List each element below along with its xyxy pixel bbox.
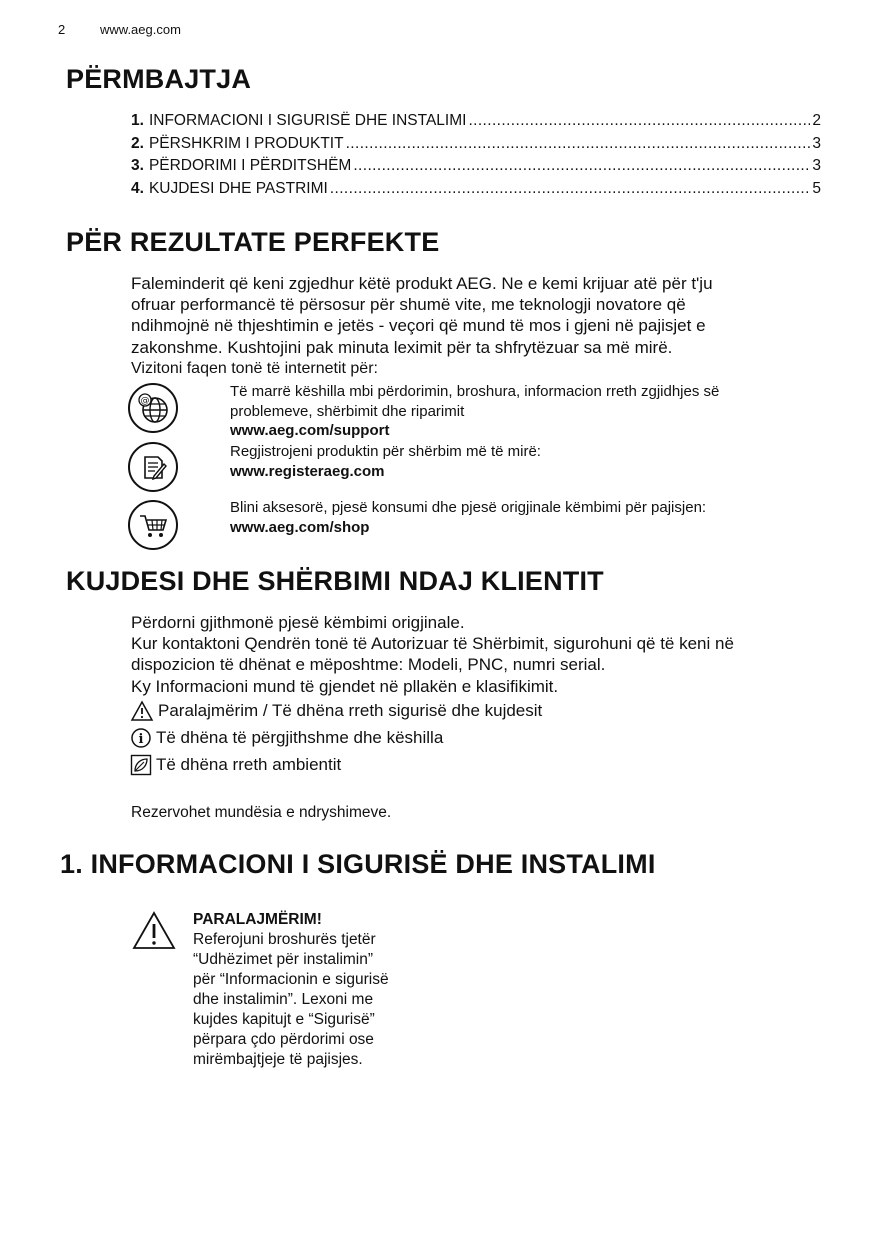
svg-text:i: i bbox=[138, 732, 144, 747]
toc-leader bbox=[346, 135, 811, 153]
care-line: Përdorni gjithmonë pjesë këmbimi origjinale. bbox=[131, 613, 465, 632]
support-icon-wrap bbox=[128, 383, 178, 433]
toc-item-number: 1. bbox=[131, 112, 144, 129]
page-number: 2 bbox=[58, 22, 66, 37]
warning-icon bbox=[130, 700, 154, 722]
care-paragraph bbox=[131, 612, 831, 697]
warning-line: Referojuni broshurës tjetër bbox=[193, 931, 376, 948]
care-line: Ky Informacioni mund të gjendet në pllakën e klasifikimit. bbox=[131, 676, 559, 696]
register-link[interactable]: www.registeraeg.com bbox=[230, 462, 385, 480]
warning-line: përpara çdo përdorimi ose bbox=[193, 1031, 374, 1048]
care-line: dispozicion të dhënat e mëposhtme: Modeli, PNC, numri serial. bbox=[131, 655, 606, 675]
globe-icon bbox=[128, 383, 178, 433]
toc-item-label: PËRSHKRIM I PRODUKTIT bbox=[148, 134, 344, 152]
symbol-label: Të dhëna rreth ambientit bbox=[156, 755, 342, 774]
toc-leader bbox=[468, 112, 810, 130]
document-icon bbox=[128, 442, 178, 492]
symbol-row bbox=[130, 727, 443, 749]
toc-leader bbox=[353, 157, 810, 175]
toc-item-page: 2 bbox=[812, 112, 821, 129]
reserve-note: Rezervohet mundësia e ndryshimeve. bbox=[131, 804, 392, 821]
symbol-label: Paralajmërim / Të dhëna rreth sigurisë dhe kujdesit bbox=[158, 701, 543, 720]
intro-line: Faleminderit që keni zgjedhur këtë produkt AEG. Ne e kemi krijuar atë për t'ju bbox=[131, 274, 713, 293]
toc-item-page: 3 bbox=[812, 134, 821, 152]
register-text: Regjistrojeni produktin për shërbim më të mirë: bbox=[230, 443, 541, 460]
support-info bbox=[230, 382, 810, 441]
intro-paragraph bbox=[131, 273, 831, 379]
intro-line: zakonshme. Kushtojini pak minuta leximit për ta shfrytëzuar sa më mirë. bbox=[131, 337, 673, 357]
leaf-icon bbox=[130, 754, 152, 776]
warning-line: dhe instalimin”. Lexoni me bbox=[193, 991, 374, 1008]
warning-icon-wrap bbox=[131, 910, 177, 957]
shop-icon-wrap bbox=[128, 500, 178, 550]
support-text: Të marrë këshilla mbi përdorimin, broshura, informacion rreth zgjidhjes së bbox=[230, 383, 720, 400]
svg-text:@: @ bbox=[140, 396, 150, 406]
shop-text: Blini aksesorë, pjesë konsumi dhe pjesë origjinale këmbimi për pajisjen: bbox=[230, 499, 707, 516]
support-text: problemeve, shërbimit dhe riparimit bbox=[230, 402, 465, 420]
table-of-contents bbox=[131, 112, 821, 202]
toc-item-page: 3 bbox=[812, 157, 821, 174]
toc-item-number: 2. bbox=[131, 134, 144, 152]
perfect-results-title: PËR REZULTATE PERFEKTE bbox=[66, 227, 440, 257]
toc-item-label: KUJDESI DHE PASTRIMI bbox=[148, 179, 328, 197]
intro-line: ndihmojnë në thjeshtimin e jetës - veçori që mund të mos i gjeni në pajisjet e bbox=[131, 316, 706, 336]
symbol-label: Të dhëna të përgjithshme dhe këshilla bbox=[156, 728, 444, 747]
shop-link[interactable]: www.aeg.com/shop bbox=[230, 518, 370, 536]
warning-line: mirëmbajtjeje të pajisjes. bbox=[193, 1051, 363, 1068]
toc-item-label: PËRDORIMI I PËRDITSHËM bbox=[148, 157, 352, 174]
symbol-row bbox=[130, 700, 542, 722]
page-header bbox=[58, 22, 181, 37]
toc-item[interactable] bbox=[131, 180, 821, 203]
support-link[interactable]: www.aeg.com/support bbox=[230, 422, 390, 439]
symbol-row bbox=[130, 754, 341, 776]
cart-icon bbox=[128, 500, 178, 550]
toc-item-number: 4. bbox=[131, 179, 144, 197]
warning-line: për “Informacionin e sigurisë bbox=[193, 971, 389, 988]
toc-item-number: 3. bbox=[131, 157, 144, 174]
info-icon bbox=[130, 727, 152, 749]
intro-line: ofruar performancë të përsosur për shumë vite, me teknologji novatore që bbox=[131, 295, 686, 315]
safety-title: 1. INFORMACIONI I SIGURISË DHE INSTALIMI bbox=[60, 849, 656, 879]
warning-line: kujdes kapitujt e “Sigurisë” bbox=[193, 1011, 375, 1028]
toc-item[interactable] bbox=[131, 135, 821, 158]
warning-text bbox=[193, 910, 433, 1070]
register-icon-wrap bbox=[128, 442, 178, 492]
visit-intro: Vizitoni faqen tonë të internetit për: bbox=[131, 359, 378, 377]
toc-leader bbox=[330, 180, 811, 198]
toc-item[interactable] bbox=[131, 157, 821, 180]
warning-icon bbox=[131, 910, 177, 952]
warning-title: PARALAJMËRIM! bbox=[193, 911, 322, 928]
toc-item[interactable] bbox=[131, 112, 821, 135]
shop-info bbox=[230, 498, 810, 537]
toc-item-page: 5 bbox=[812, 179, 821, 197]
site-url[interactable]: www.aeg.com bbox=[100, 22, 181, 37]
toc-title: PËRMBAJTJA bbox=[66, 64, 252, 94]
warning-line: “Udhëzimet për instalimin” bbox=[193, 951, 374, 968]
register-info bbox=[230, 442, 810, 481]
toc-item-label: INFORMACIONI I SIGURISË DHE INSTALIMI bbox=[148, 112, 467, 129]
care-title: KUJDESI DHE SHËRBIMI NDAJ KLIENTIT bbox=[66, 566, 604, 596]
care-line: Kur kontaktoni Qendrën tonë të Autorizuar të Shërbimit, sigurohuni që të keni në bbox=[131, 634, 734, 654]
